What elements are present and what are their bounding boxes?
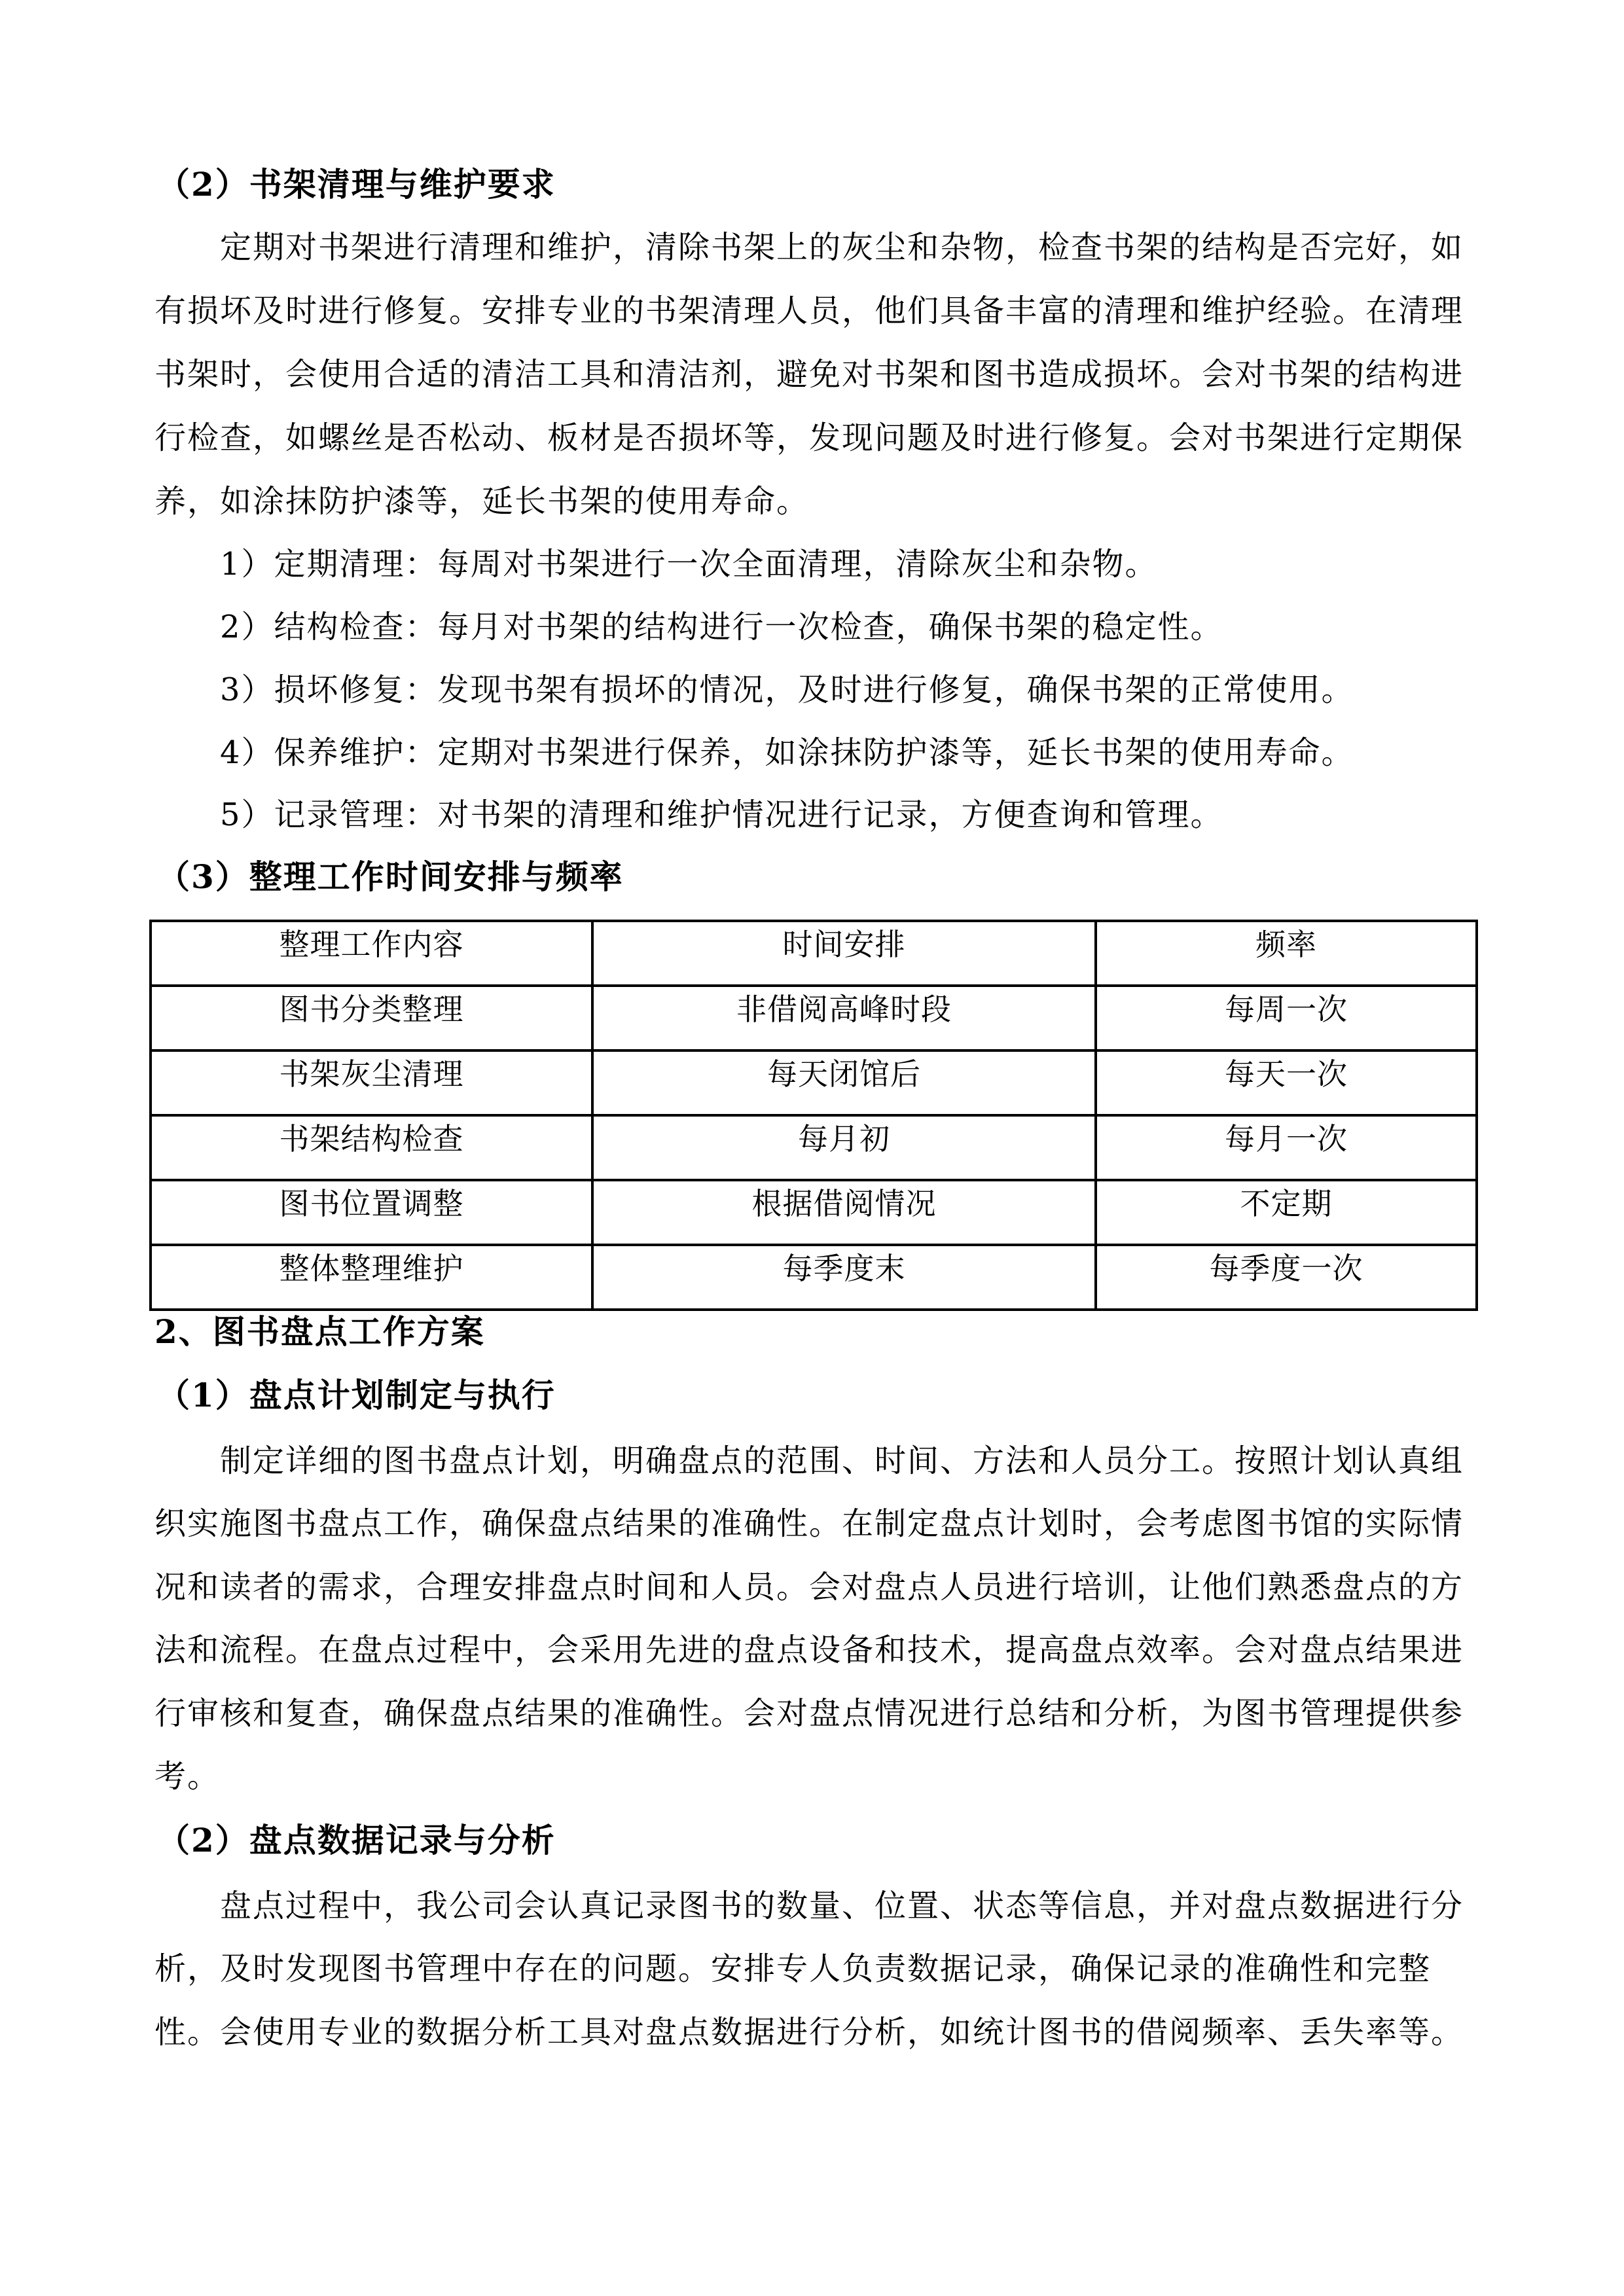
table-cell: 不定期	[1096, 1180, 1477, 1245]
paragraph-line: 制定详细的图书盘点计划，明确盘点的范围、时间、方法和人员分工。按照计划认真组	[220, 1443, 1464, 1479]
table-row	[151, 1050, 1477, 1115]
section-heading-shelf-cleaning: （2）书架清理与维护要求	[157, 165, 556, 204]
paragraph-line: 考。	[154, 1758, 221, 1795]
table-row	[151, 1115, 1477, 1180]
table-cell: 每周一次	[1096, 986, 1477, 1050]
table-cell: 书架结构检查	[151, 1115, 592, 1180]
paragraph-line: 行审核和复查，确保盘点结果的准确性。会对盘点情况进行总结和分析，为图书管理提供参	[154, 1695, 1464, 1732]
section-heading-schedule: （3）整理工作时间安排与频率	[157, 857, 624, 896]
paragraph-line: 性。会使用专业的数据分析工具对盘点数据进行分析，如统计图书的借阅频率、丢失率等。	[154, 2014, 1464, 2051]
table-cell: 图书位置调整	[151, 1180, 592, 1245]
table-cell: 每天一次	[1096, 1050, 1477, 1115]
table-cell: 书架灰尘清理	[151, 1050, 592, 1115]
subsection-heading-data: （2）盘点数据记录与分析	[157, 1821, 556, 1859]
table-header-row	[151, 921, 1477, 986]
schedule-table	[149, 920, 1478, 1311]
list-item: 4）保养维护：定期对书架进行保养，如涂抹防护漆等，延长书架的使用寿命。	[220, 734, 1354, 771]
paragraph-line: 法和流程。在盘点过程中，会采用先进的盘点设备和技术，提高盘点效率。会对盘点结果进	[154, 1632, 1464, 1668]
table-cell: 根据借阅情况	[592, 1180, 1096, 1245]
table-cell: 每月初	[592, 1115, 1096, 1180]
paragraph-line: 盘点过程中，我公司会认真记录图书的数量、位置、状态等信息，并对盘点数据进行分	[220, 1888, 1464, 1924]
list-item: 5）记录管理：对书架的清理和维护情况进行记录，方便查询和管理。	[220, 797, 1223, 833]
table-cell: 每季度一次	[1096, 1245, 1477, 1310]
paragraph-line: 析，及时发现图书管理中存在的问题。安排专人负责数据记录，确保记录的准确性和完整	[154, 1950, 1432, 1987]
paragraph-line: 有损坏及时进行修复。安排专业的书架清理人员，他们具备丰富的清理和维护经验。在清理	[154, 293, 1464, 329]
paragraph-line: 定期对书架进行清理和维护，清除书架上的灰尘和杂物，检查书架的结构是否完好，如	[220, 229, 1464, 266]
paragraph-line: 织实施图书盘点工作，确保盘点结果的准确性。在制定盘点计划时，会考虑图书馆的实际情	[154, 1505, 1464, 1542]
table-row	[151, 1180, 1477, 1245]
table-cell: 每月一次	[1096, 1115, 1477, 1180]
table-header-cell: 频率	[1096, 921, 1477, 986]
subsection-heading-plan: （1）盘点计划制定与执行	[157, 1376, 556, 1414]
list-item: 3）损坏修复：发现书架有损坏的情况，及时进行修复，确保书架的正常使用。	[220, 672, 1354, 708]
paragraph-line: 行检查，如螺丝是否松动、板材是否损坏等，发现问题及时进行修复。会对书架进行定期保	[154, 420, 1464, 456]
paragraph-line: 况和读者的需求，合理安排盘点时间和人员。会对盘点人员进行培训，让他们熟悉盘点的方	[154, 1569, 1464, 1605]
table-cell: 整体整理维护	[151, 1245, 592, 1310]
table-header-cell: 整理工作内容	[151, 921, 592, 986]
table-header-cell: 时间安排	[592, 921, 1096, 986]
table-cell: 非借阅高峰时段	[592, 986, 1096, 1050]
table-cell: 每季度末	[592, 1245, 1096, 1310]
list-item: 1）定期清理：每周对书架进行一次全面清理，清除灰尘和杂物。	[220, 546, 1158, 583]
paragraph-line: 书架时，会使用合适的清洁工具和清洁剂，避免对书架和图书造成损坏。会对书架的结构进	[154, 356, 1464, 393]
table-cell: 图书分类整理	[151, 986, 592, 1050]
paragraph-line: 养，如涂抹防护漆等，延长书架的使用寿命。	[154, 483, 810, 520]
section-heading-inventory: 2、图书盘点工作方案	[154, 1312, 485, 1351]
table-row	[151, 986, 1477, 1050]
table-cell: 每天闭馆后	[592, 1050, 1096, 1115]
table-row	[151, 1245, 1477, 1310]
list-item: 2）结构检查：每月对书架的结构进行一次检查，确保书架的稳定性。	[220, 609, 1223, 645]
